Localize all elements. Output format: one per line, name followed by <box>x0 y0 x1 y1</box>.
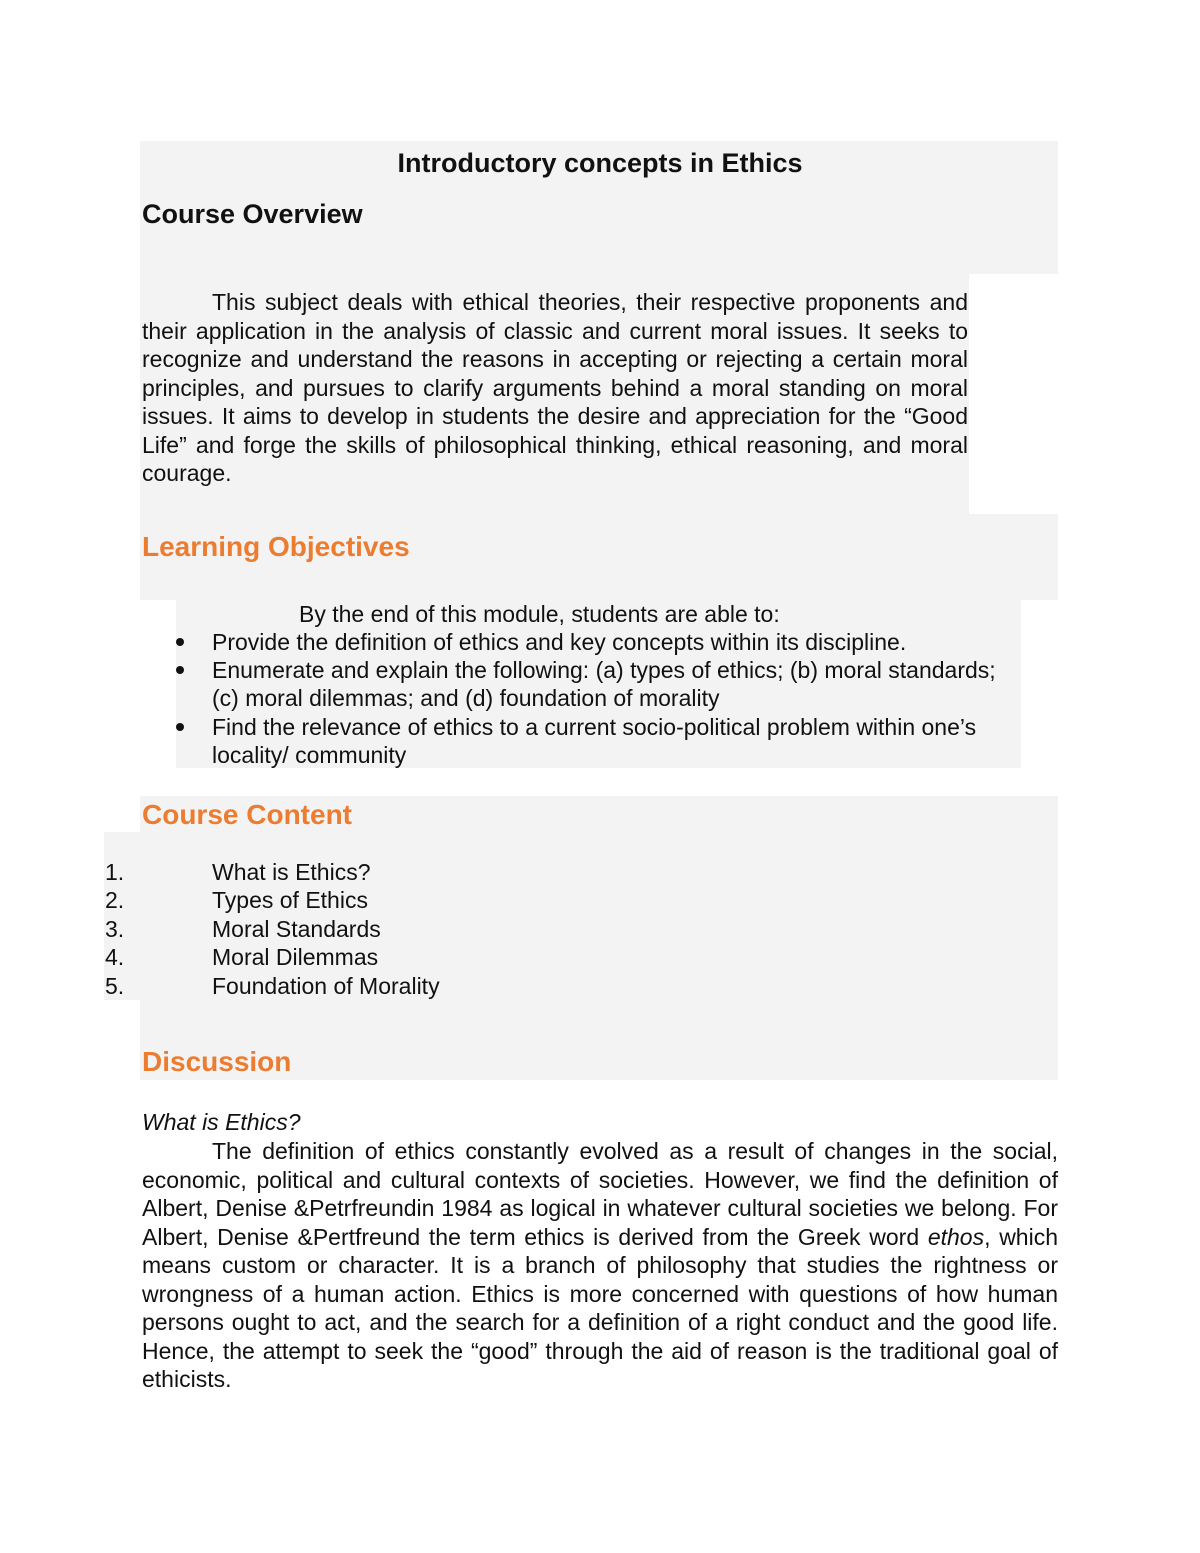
list-number: 3. <box>105 916 125 942</box>
bullet-icon <box>176 666 184 674</box>
list-number: 5. <box>105 973 125 999</box>
objective-item-3-line-1: Find the relevance of ethics to a current socio-political problem within one’s <box>212 714 977 740</box>
list-item: What is Ethics? <box>212 859 371 885</box>
list-item: Foundation of Morality <box>212 973 440 999</box>
objective-item-2-line-2: (c) moral dilemmas; and (d) foundation of morality <box>212 685 720 711</box>
list-number: 4. <box>105 944 125 970</box>
discussion-subtitle: What is Ethics? <box>142 1109 301 1135</box>
learning-objectives-heading: Learning Objectives <box>142 531 410 562</box>
list-number: 1. <box>105 859 125 885</box>
list-item: Moral Dilemmas <box>212 944 379 970</box>
objective-item-2-line-1: Enumerate and explain the following: (a) types of ethics; (b) moral standards; <box>212 657 996 683</box>
discussion-heading: Discussion <box>142 1046 292 1077</box>
objectives-intro: By the end of this module, students are able to: <box>299 601 780 627</box>
discussion-italic-term: ethos <box>927 1223 985 1250</box>
objective-item-3-line-2: locality/ community <box>212 742 407 768</box>
list-item: Moral Standards <box>212 916 381 942</box>
document-title: Introductory concepts in Ethics <box>397 148 803 178</box>
bullet-icon <box>176 723 184 731</box>
objective-item-1-line-1: Provide the definition of ethics and key concepts within its discipline. <box>212 629 907 655</box>
discussion-text-part-1: The definition of ethics constantly evolved as a result of changes in the social, economic, political and cultural contexts of societies. However, we find the definition of Albert, Denise &Petrfreundin 1984 as logical in whatever cultural societies we belong. For Albert, Denise &Pertfreund the term ethics is derived from the Greek word <box>142 1138 1058 1250</box>
course-content-heading: Course Content <box>142 799 352 830</box>
course-overview-heading: Course Overview <box>142 199 363 229</box>
list-number: 2. <box>105 887 125 913</box>
list-item: Types of Ethics <box>212 887 368 913</box>
bullet-icon <box>176 638 184 646</box>
course-overview-paragraph: This subject deals with ethical theories, their respective proponents and their application in the analysis of classic and current moral issues. It seeks to recognize and understand the reasons in accepting or rejecting a certain moral principles, and pursues to clarify arguments behind a moral standing on moral issues. It aims to develop in students the desire and appreciation for the “Good Life” and forge the skills of philosophical thinking, ethical reasoning, and moral courage. <box>142 289 968 486</box>
discussion-text-part-2: , which means custom or character. It is a branch of philosophy that studies the rightness or wrongness of a human action. Ethics is more concerned with questions of how human persons ought to act, and the search for a definition of a right conduct and the good life. Hence, the attempt to seek the “good” through the aid of reason is the traditional goal of ethicists. <box>142 1223 1058 1392</box>
discussion-paragraph <box>142 1137 1058 1394</box>
